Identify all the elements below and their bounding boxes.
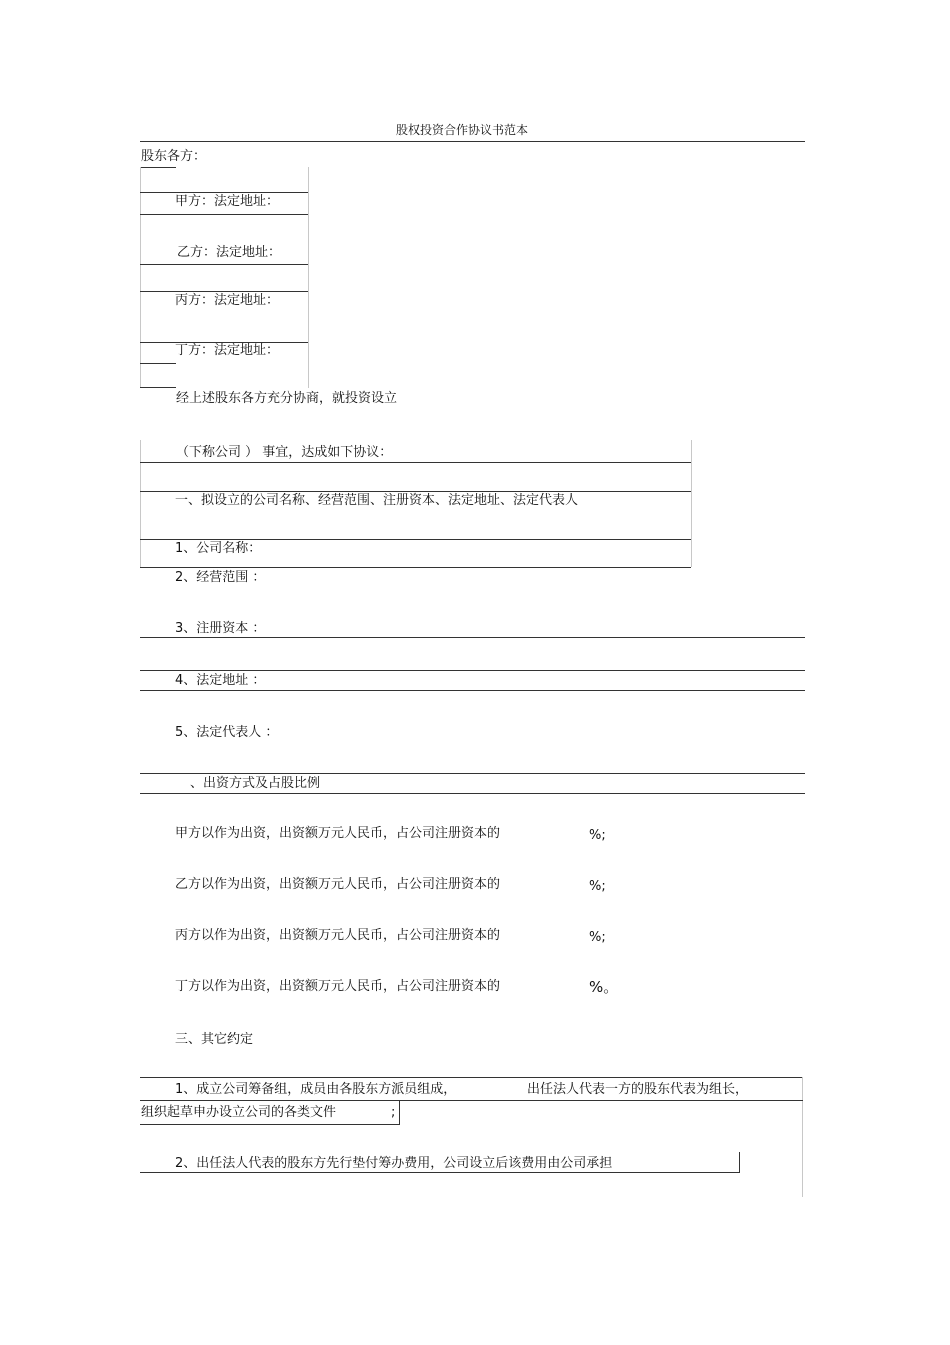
section3-divider xyxy=(399,1100,400,1124)
section3-rule xyxy=(140,1100,803,1101)
section1-box-left xyxy=(140,440,141,567)
intro-line-2: （下称公司 ） 事宜，达成如下协议： xyxy=(176,445,393,460)
section3-item1-part3: 组织起草申办设立公司的各类文件 xyxy=(141,1105,337,1120)
section3-item1-part1: 1、成立公司筹备组，成员由各股东方派员组成， xyxy=(175,1082,457,1097)
section3-rule xyxy=(140,1172,740,1173)
section2-rule xyxy=(140,793,805,794)
section3-divider xyxy=(739,1152,740,1172)
section3-item2: 2、出任法人代表的股东方先行垫付筹办费用，公司设立后该费用由公司承担 xyxy=(175,1156,613,1171)
contribution-jia-percent: %; xyxy=(589,828,606,843)
section1-rule xyxy=(140,462,691,463)
section3-rule xyxy=(140,1077,803,1078)
section3-item1-end: ; xyxy=(391,1105,396,1120)
shareholders-heading: 股东各方： xyxy=(141,149,207,164)
section1-rule xyxy=(140,637,805,638)
registered-capital-item: 3、注册资本 ： xyxy=(175,621,266,636)
section1-rule xyxy=(140,567,691,568)
party-rule xyxy=(140,387,176,388)
party-rule xyxy=(140,264,308,265)
section3-item1-part2: 出任法人代表一方的股东代表为组长， xyxy=(527,1082,749,1097)
section1-rule xyxy=(140,690,805,691)
document-title: 股权投资合作协议书范本 xyxy=(396,123,529,137)
party-yi: 乙方：法定地址： xyxy=(177,245,282,260)
section1-rule xyxy=(140,491,691,492)
party-rule xyxy=(140,363,176,364)
contribution-bing: 丙方以作为出资，出资额万元人民币，占公司注册资本的 xyxy=(175,928,501,943)
section2-rule xyxy=(140,773,805,774)
section1-box-right xyxy=(691,440,692,567)
title-rule xyxy=(140,141,805,142)
section3-heading: 三、其它约定 xyxy=(175,1032,254,1047)
contribution-bing-percent: %; xyxy=(589,930,606,945)
party-rule xyxy=(140,291,308,292)
party-ding: 丁方：法定地址： xyxy=(175,343,280,358)
business-scope-item: 2、经营范围 ： xyxy=(175,570,266,585)
legal-representative-item: 5、法定代表人 ： xyxy=(175,725,279,740)
party-box-right xyxy=(308,167,309,388)
section1-rule xyxy=(140,670,805,671)
section1-heading: 一、拟设立的公司名称、经营范围、注册资本、法定地址、法定代表人 xyxy=(175,493,579,508)
contribution-ding-percent: %。 xyxy=(589,978,619,996)
section1-rule xyxy=(140,539,691,540)
party-rule xyxy=(140,192,308,193)
contribution-yi-percent: %; xyxy=(589,879,606,894)
party-bing: 丙方：法定地址： xyxy=(175,293,280,308)
intro-line-1: 经上述股东各方充分协商，就投资设立 xyxy=(176,391,398,406)
section2-heading: 、出资方式及占股比例 xyxy=(190,776,321,791)
section3-rule xyxy=(140,1124,400,1125)
contribution-ding: 丁方以作为出资，出资额万元人民币，占公司注册资本的 xyxy=(175,979,501,994)
party-rule xyxy=(140,214,308,215)
contribution-yi: 乙方以作为出资，出资额万元人民币，占公司注册资本的 xyxy=(175,877,501,892)
party-jia: 甲方：法定地址： xyxy=(175,194,280,209)
company-name-item: 1、公司名称： xyxy=(175,541,262,556)
party-box-left xyxy=(140,167,141,388)
shareholders-underline xyxy=(140,167,176,168)
section3-box-right xyxy=(802,1077,803,1197)
legal-address-item: 4、法定地址 ： xyxy=(175,673,266,688)
contribution-jia: 甲方以作为出资，出资额万元人民币，占公司注册资本的 xyxy=(175,826,501,841)
